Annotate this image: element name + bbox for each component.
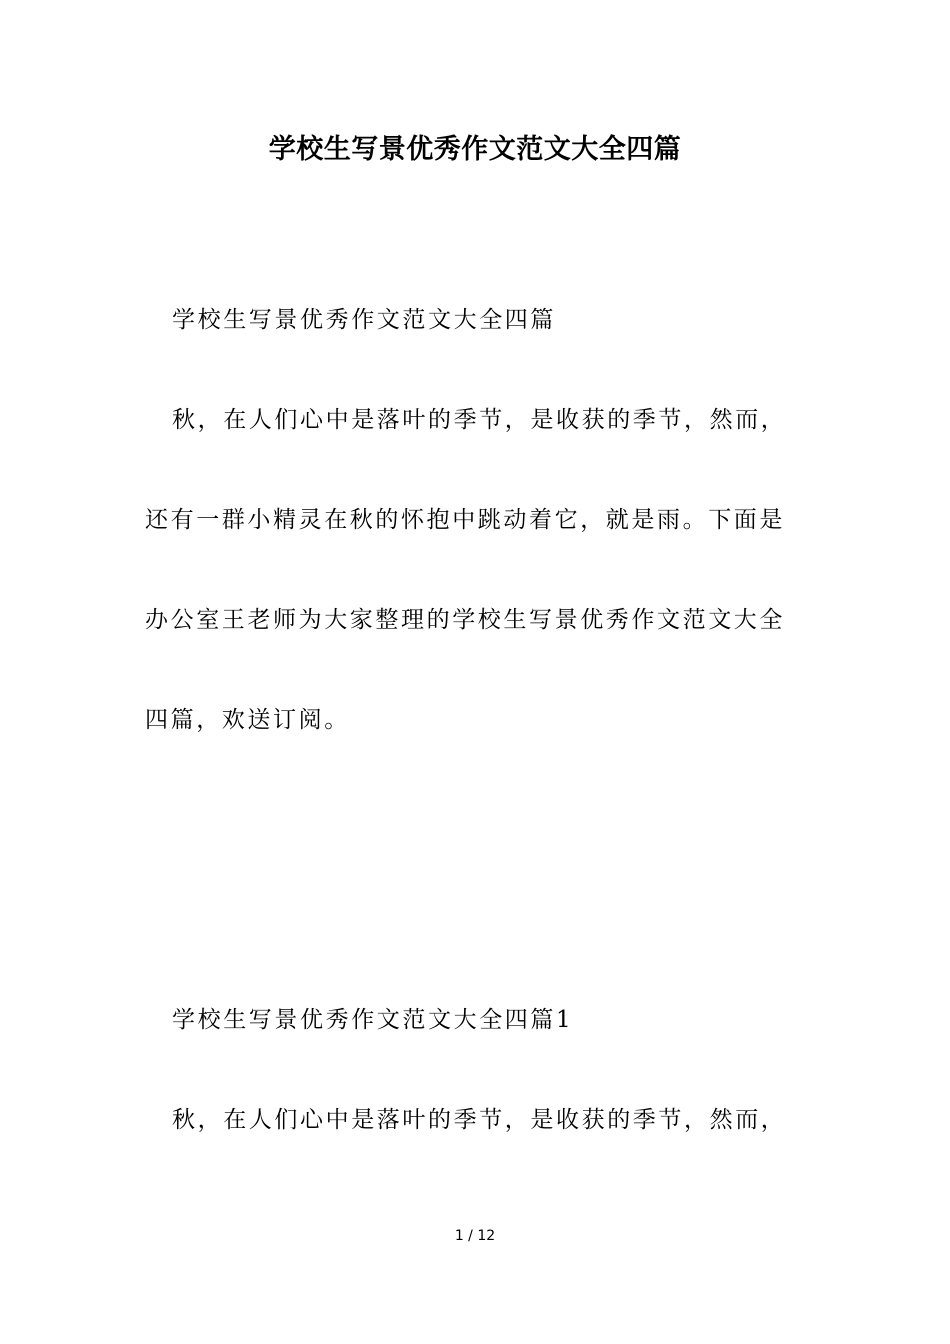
intro-paragraph-line-1: 秋，在人们心中是落叶的季节，是收获的季节，然而，	[172, 407, 787, 433]
document-title: 学校生写景优秀作文范文大全四篇	[268, 134, 682, 165]
subtitle-line: 学校生写景优秀作文范文大全四篇	[172, 307, 556, 333]
intro-paragraph-line-4: 四篇，欢送订阅。	[145, 707, 350, 733]
intro-paragraph-line-3: 办公室王老师为大家整理的学校生写景优秀作文范文大全	[145, 607, 785, 633]
intro-paragraph-line-2: 还有一群小精灵在秋的怀抱中跳动着它，就是雨。下面是	[145, 507, 785, 533]
section-paragraph-line-1: 秋，在人们心中是落叶的季节，是收获的季节，然而，	[172, 1107, 787, 1133]
page-number: 1 / 12	[454, 1228, 496, 1244]
section-heading: 学校生写景优秀作文范文大全四篇1	[172, 1007, 574, 1033]
